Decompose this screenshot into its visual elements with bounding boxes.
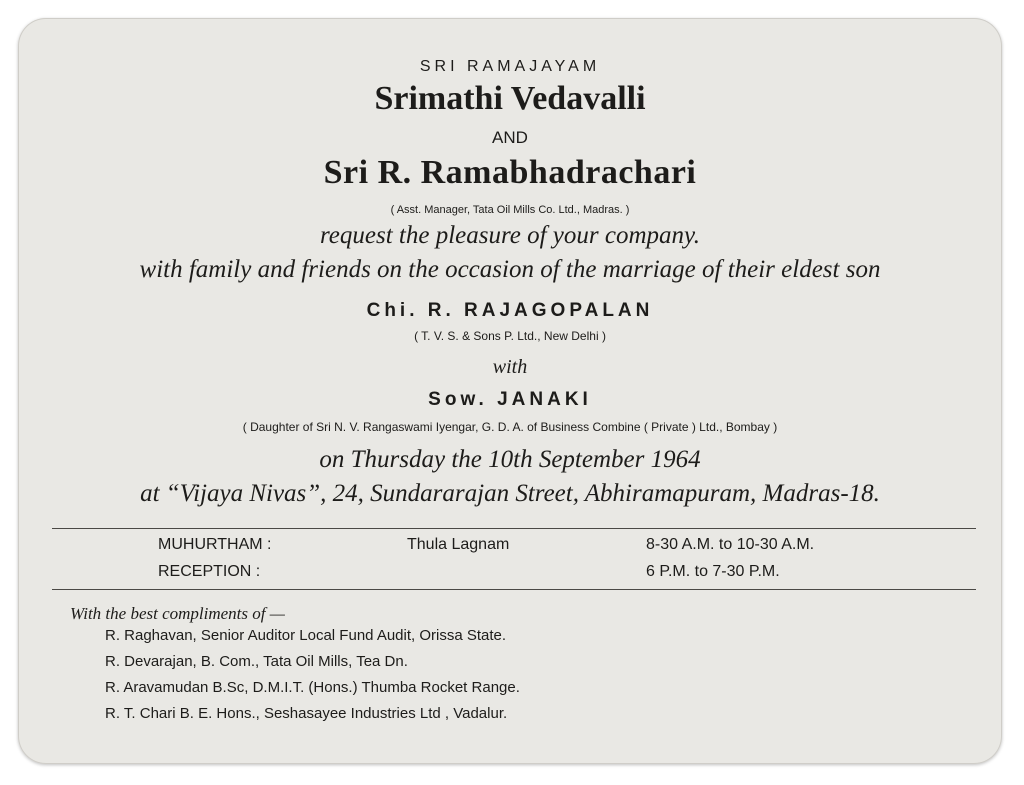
compliments-item: R. T. Chari B. E. Hons., Seshasayee Industries Ltd , Vadalur. [105,705,508,722]
host-designation: ( Asst. Manager, Tata Oil Mills Co. Ltd., Madras. ) [390,204,630,216]
with-text: with [492,356,528,378]
compliments-item: R. Devarajan, B. Com., Tata Oil Mills, Tea Dn. [105,653,408,670]
muhurtham-time: 8-30 A.M. to 10-30 A.M. [646,536,815,553]
muhurtham-label: MUHURTHAM : [158,536,272,553]
reception-label: RECEPTION : [158,563,261,580]
bride-designation: ( Daughter of Sri N. V. Rangaswami Iyengar, G. D. A. of Business Combine ( Private ) Ltd., Bombay ) [242,420,778,434]
muhurtham-lagnam: Thula Lagnam [407,536,510,553]
divider-bottom [52,589,976,590]
reception-time: 6 P.M. to 7-30 P.M. [646,563,780,580]
conjunction-text: AND [492,128,528,147]
blessing-heading: SRI RAMAJAYAM [419,58,601,75]
host-name-1: Srimathi Vedavalli [374,80,646,117]
venue-line: at “Vijaya Nivas”, 24, Sundararajan Street, Abhiramapuram, Madras-18. [140,480,880,507]
compliments-heading: With the best compliments of — [70,604,285,623]
compliments-item: R. Raghavan, Senior Auditor Local Fund Audit, Orissa State. [105,627,507,644]
compliments-item: R. Aravamudan B.Sc, D.M.I.T. (Hons.) Thumba Rocket Range. [105,679,520,696]
request-line: request the pleasure of your company. [319,222,701,249]
host-name-2: Sri R. Ramabhadrachari [323,154,697,191]
occasion-line: with family and friends on the occasion of the marriage of their eldest son [139,256,881,283]
wedding-invitation-card [18,18,1002,764]
groom-designation: ( T. V. S. & Sons P. Ltd., New Delhi ) [414,329,606,343]
bride-name: Sow. JANAKI [428,389,592,410]
date-line: on Thursday the 10th September 1964 [319,446,701,473]
groom-name: Chi. R. RAJAGOPALAN [366,300,654,321]
divider-top [52,528,976,529]
